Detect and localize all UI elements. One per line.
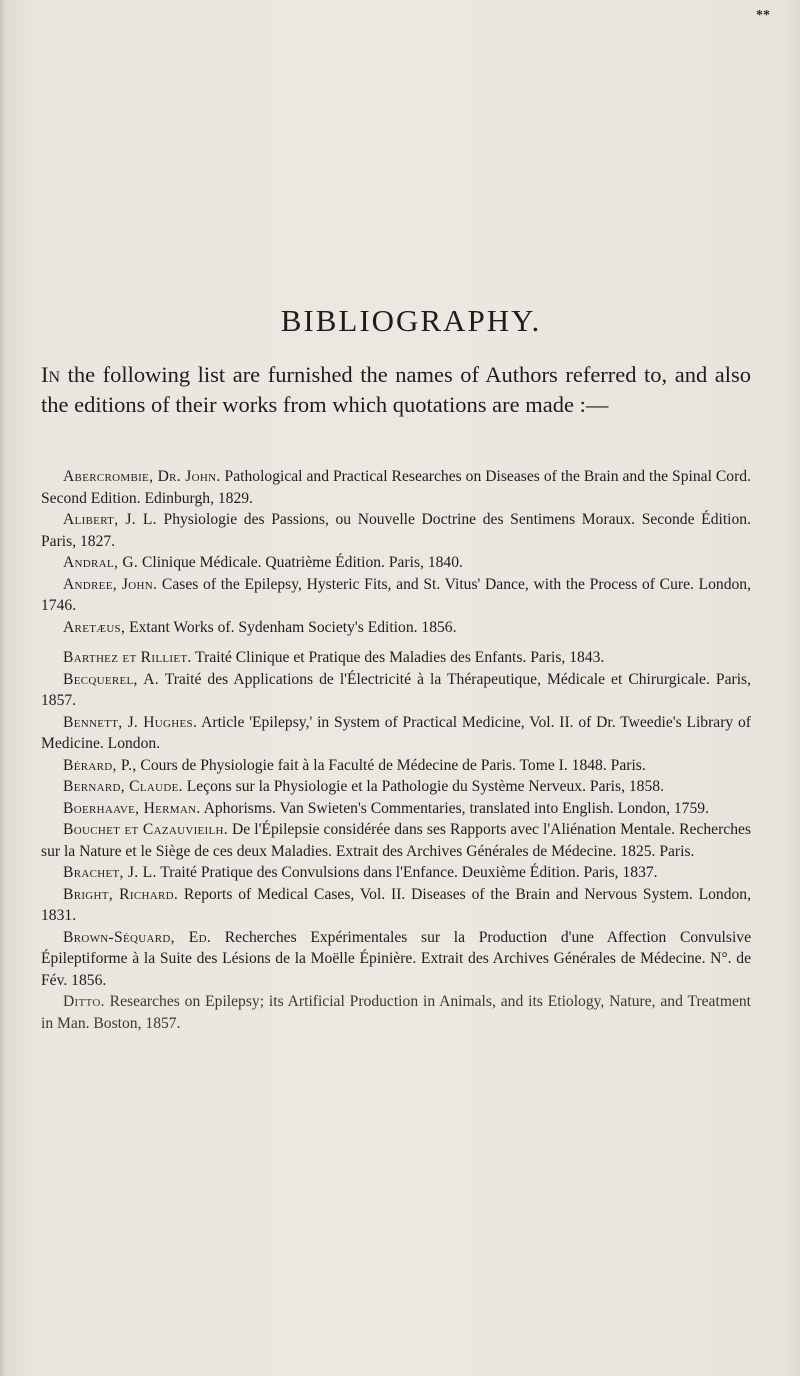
bibliography-entry (41, 647, 751, 669)
bibliography-entry (41, 798, 751, 820)
bibliography-entry (41, 776, 751, 798)
entry-details: Traité Pratique des Convulsions dans l'Enfance. Deuxième Édition. Paris, 1837. (156, 864, 658, 881)
entry-author: Aretæus, (63, 618, 126, 636)
bibliography-entry (41, 819, 751, 862)
entry-details: Leçons sur la Physiologie et la Pathologie du Système Nerveux. Paris, 1858. (182, 778, 664, 795)
intro-lead: In (41, 362, 61, 387)
bibliography-entry (41, 884, 751, 927)
entry-details: Cases of the Epilepsy, Hysteric Fits, and St. Vitus' Dance, with the Process of Cure. London, 1746. (41, 575, 751, 614)
entry-author: Bérard, P., (63, 756, 137, 774)
bibliography-entry (41, 552, 751, 574)
bibliography-entry (41, 927, 751, 992)
corner-mark: ** (756, 8, 770, 23)
entry-author: Andral, G. (63, 554, 139, 571)
bibliography-list (41, 466, 751, 1034)
entry-author: Bernard, Claude. (63, 778, 183, 795)
entry-details: Researches on Epilepsy; its Artificial Production in Animals, and its Etiology, Nature, and Treatment in Man. Boston, 1857. (41, 993, 751, 1032)
entry-details: De l'Épilepsie considérée dans ses Rapports avec l'Aliénation Mentale. Recherches sur la Nature et le Siège de ces deux Maladies. Extrait des Archives Générales de Médecine. 1825. Paris. (41, 821, 751, 860)
page-gutter-shadow (0, 0, 6, 1376)
entry-author: Alibert, J. L. (63, 511, 157, 528)
entry-details: Traité des Applications de l'Électricité à la Thérapeutique, Médicale et Chirurgicale. Paris, 1857. (41, 670, 751, 709)
bibliography-entry (41, 466, 751, 509)
intro-text: the following list are furnished the names of Authors referred to, and also the editions of their works from which quotations are made :— (41, 362, 751, 417)
entry-details: Extant Works of. Sydenham Society's Edition. 1856. (125, 618, 457, 636)
entry-author: Becquerel, A. (63, 670, 159, 688)
entry-author: Abercrombie, Dr. John. (63, 468, 221, 485)
entry-author: Bennett, J. Hughes. (63, 713, 198, 731)
entry-details: Clinique Médicale. Quatrième Édition. Paris, 1840. (138, 554, 463, 571)
entry-author: Bouchet et Cazauvieilh. (63, 821, 228, 838)
bibliography-entry (41, 991, 751, 1034)
entry-author: Barthez et Rilliet. (63, 649, 192, 666)
intro-paragraph (41, 360, 751, 420)
bibliography-entry (41, 617, 751, 639)
entry-author: Brachet, J. L. (63, 864, 157, 881)
bibliography-entry (41, 669, 751, 712)
bibliography-entry (41, 574, 751, 617)
entry-author: Boerhaave, Herman. (63, 799, 201, 817)
bibliography-entry (41, 755, 751, 777)
entry-details: Aphorisms. Van Swieten's Commentaries, translated into English. London, 1759. (200, 799, 709, 817)
entry-details: Recherches Expérimentales sur la Production d'une Affection Convulsive Épileptiforme à la Suite des Lésions de la Moëlle Épinière. Extrait des Archives Générales de Médecine. N°. de Fév. 1856. (41, 928, 751, 989)
bibliography-entry (41, 862, 751, 884)
entry-author: Bright, Richard. (63, 885, 179, 903)
entry-details: Article 'Epilepsy,' in System of Practical Medicine, Vol. II. of Dr. Tweedie's Library of Medicine. London. (41, 713, 751, 752)
entry-details: Traité Clinique et Pratique des Maladies des Enfants. Paris, 1843. (191, 649, 605, 666)
entry-author: Brown-Séquard, Ed. (63, 928, 212, 946)
entry-details: Reports of Medical Cases, Vol. II. Diseases of the Brain and Nervous System. London, 1831. (41, 885, 751, 924)
entry-author: Andree, John. (63, 575, 158, 593)
entry-details: Physiologie des Passions, ou Nouvelle Doctrine des Sentimens Moraux. Seconde Édition. Paris, 1827. (41, 511, 751, 550)
page-title: BIBLIOGRAPHY. (280, 303, 542, 338)
entry-details: Pathological and Practical Researches on Diseases of the Brain and the Spinal Cord. Second Edition. Edinburgh, 1829. (41, 468, 751, 507)
bibliography-entry (41, 509, 751, 552)
entry-author: Ditto. (63, 993, 105, 1010)
bibliography-entry (41, 712, 751, 755)
entry-details: Cours de Physiologie fait à la Faculté de Médecine de Paris. Tome I. 1848. Paris. (136, 756, 646, 774)
